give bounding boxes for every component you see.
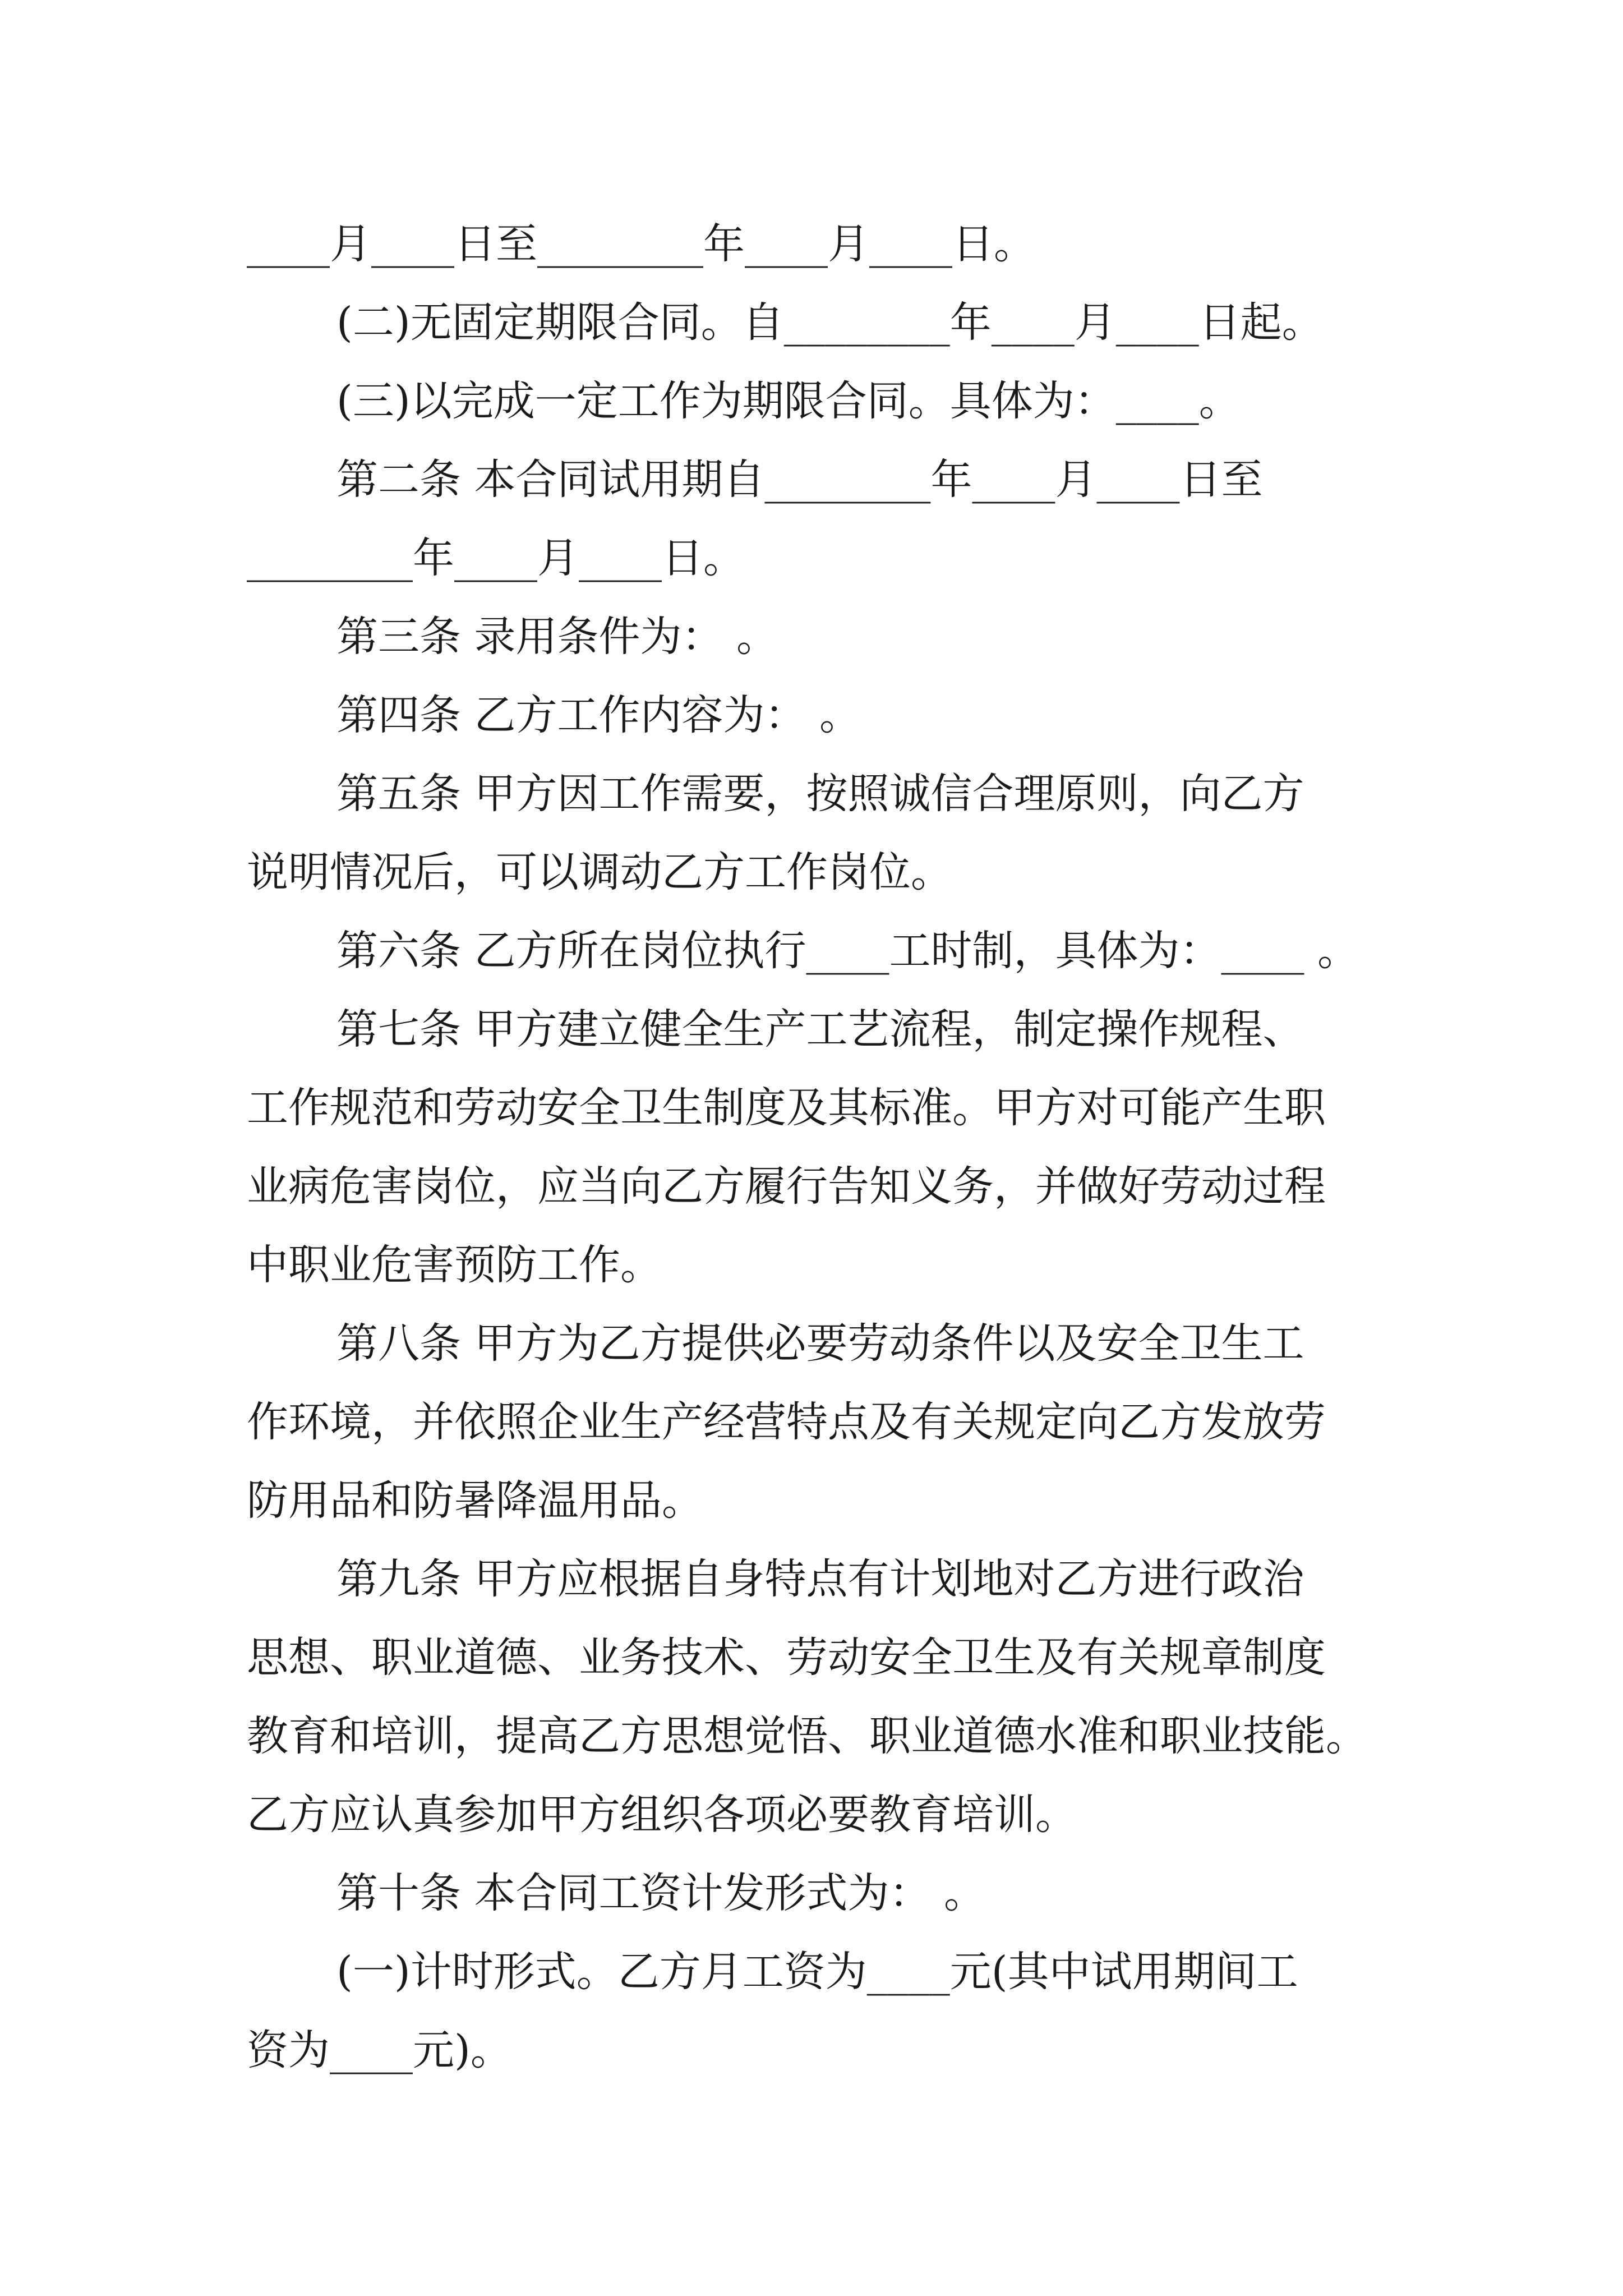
text-line: 第八条 甲方为乙方提供必要劳动条件以及安全卫生工 bbox=[336, 1319, 1304, 1368]
text-line: 第五条 甲方因工作需要，按照诚信合理原则，向乙方 bbox=[336, 770, 1304, 818]
text-line: 乙方应认真参加甲方组织各项必要教育培训。 bbox=[247, 1791, 1077, 1839]
text-line: 第二条 本合同试用期自________年____月____日至 bbox=[336, 455, 1263, 504]
text-line: 第七条 甲方建立健全生产工艺流程，制定操作规程、 bbox=[336, 1005, 1304, 1053]
text-line: 作环境，并依照企业生产经营特点及有关规定向乙方发放劳 bbox=[247, 1398, 1326, 1446]
text-line: 思想、职业道德、业务技术、劳动安全卫生及有关规章制度 bbox=[247, 1634, 1326, 1682]
text-line: 工作规范和劳动安全卫生制度及其标准。甲方对可能产生职 bbox=[247, 1084, 1326, 1132]
text-line: (三)以完成一定工作为期限合同。具体为：____。 bbox=[336, 377, 1241, 425]
text-line: 业病危害岗位，应当向乙方履行告知义务，并做好劳动过程 bbox=[247, 1162, 1326, 1211]
text-line: 第六条 乙方所在岗位执行____工时制，具体为：____ 。 bbox=[336, 927, 1359, 975]
text-line: ________年____月____日。 bbox=[247, 534, 745, 582]
text-line: 防用品和防暑降温用品。 bbox=[247, 1476, 703, 1525]
text-line: 资为____元)。 bbox=[247, 2026, 512, 2074]
text-line: 第三条 录用条件为： 。 bbox=[336, 613, 778, 661]
text-line: ____月____日至________年____月____日。 bbox=[247, 220, 1035, 268]
text-line: 第九条 甲方应根据自身特点有计划地对乙方进行政治 bbox=[336, 1555, 1304, 1603]
text-line: 第十条 本合同工资计发形式为： 。 bbox=[336, 1869, 986, 1917]
text-line: 中职业危害预防工作。 bbox=[247, 1241, 662, 1289]
text-line: (一)计时形式。乙方月工资为____元(其中试用期间工 bbox=[336, 1948, 1298, 1996]
text-line: (二)无固定期限合同。自________年____月____日起。 bbox=[336, 298, 1324, 347]
text-line: 第四条 乙方工作内容为： 。 bbox=[336, 691, 861, 739]
text-line: 说明情况后，可以调动乙方工作岗位。 bbox=[247, 848, 952, 896]
text-line: 教育和培训，提高乙方思想觉悟、职业道德水准和职业技能。 bbox=[247, 1712, 1367, 1760]
